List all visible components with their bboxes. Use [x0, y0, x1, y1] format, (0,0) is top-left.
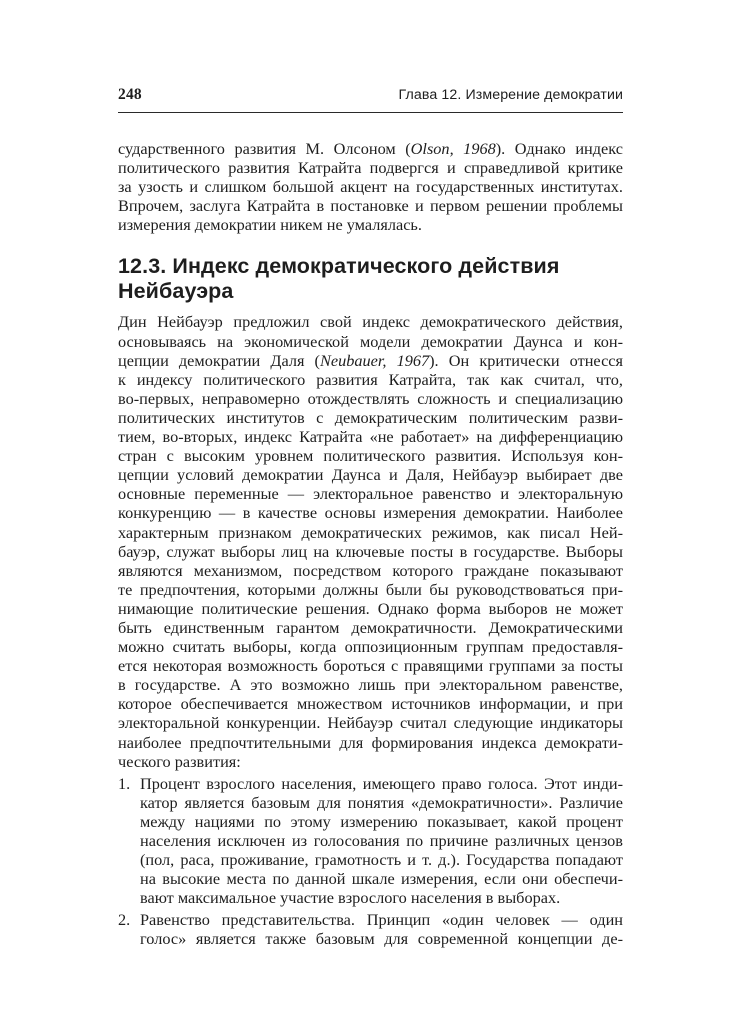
citation: Olson, 1968 — [410, 139, 496, 158]
text-line: катор является базовым для понятия «демократичности». Различие — [140, 792, 623, 812]
text-line: являются механизмом, посредством которого граждане показывают — [118, 560, 623, 580]
text-line: в государстве. А это возможно лишь при электоральном равенстве, — [118, 675, 623, 695]
text-line: за узость и слишком большой акцент на государственных институтах. — [118, 177, 623, 197]
text-line: те предпочтения, которыми должны были бы руководствоваться при- — [118, 579, 623, 599]
text-line: Впрочем, заслуга Катрайта в постановке и первом решении проблемы — [118, 196, 623, 216]
text-line: ется некоторая возможность бороться с правящими группами за посты — [118, 656, 623, 676]
text-line: можно считать выборы, когда оппозиционным группам предоставля- — [118, 637, 623, 657]
text-line: нимающие политические решения. Однако форма выборов не может — [118, 598, 623, 618]
text-line: во-первых, неправомерно отождествлять сложность и специализацию — [118, 388, 623, 408]
page-number: 248 — [118, 86, 142, 103]
text-line: основываясь на экономической модели демократии Даунса и кон- — [118, 331, 623, 351]
text-line: конкуренцию — в качестве основы измерения демократии. Наиболее — [118, 503, 623, 523]
text-line: тием, во-вторых, индекс Катрайта «не работает» на дифференциацию — [118, 427, 623, 447]
text-line: политического развития Катрайта подвергся и справедливой критике — [118, 158, 623, 178]
book-page — [118, 86, 623, 949]
text-line: (пол, раса, проживание, грамотность и т. д.). Государства попадают — [140, 850, 623, 870]
text-line: цепции условий демократии Даунса и Даля, Нейбауэр выбирает две — [118, 465, 623, 485]
section-heading-line: 12.3. Индекс демократического действия — [118, 254, 560, 279]
text-line: стран с высоким уровнем политического развития. Используя кон- — [118, 446, 623, 466]
text-line: голос» является также базовым для современной концепции де- — [140, 929, 623, 949]
text-line: наиболее предпочтительными для формирования индекса демократи- — [118, 732, 623, 752]
text-line: между нациями по этому измерению показывает, какой процент — [140, 811, 623, 831]
section-heading-line: Нейбауэра — [118, 278, 234, 303]
chapter-title: Глава 12. Измерение демократии — [398, 87, 623, 103]
text-line: электоральной конкуренции. Нейбауэр считал следующие индикаторы — [118, 713, 623, 733]
list-marker: 1. — [118, 773, 131, 793]
list-item — [118, 910, 623, 948]
text-line: ческого развития: — [118, 751, 241, 771]
text-line: основные переменные — электоральное равенство и электоральную — [118, 484, 623, 504]
section-heading — [118, 254, 623, 303]
text-line: измерения демократии никем не умалялась. — [118, 215, 422, 235]
citation: Neubauer, 1967 — [319, 350, 430, 370]
text-line: сударственного развития М. Олсоном (Olson, 1968). Однако индекс — [118, 139, 623, 158]
text-line: населения исключен из голосования по причине различных цензов — [140, 831, 623, 850]
text-line: к индексу политического развития Катрайта, так как считал, что, — [118, 369, 623, 389]
text-line: характерным признаком демократических режимов, как писал Ней- — [118, 522, 623, 542]
running-head — [118, 86, 623, 113]
text-line: бауэр, служат выборы лиц на ключевые посты в государстве. Выборы — [118, 541, 623, 561]
text-line: Равенство представительства. Принцип «один человек — один — [140, 910, 623, 930]
text-line: которое обеспечивается множеством источников информации, и при — [118, 694, 623, 714]
main-paragraph — [118, 312, 623, 770]
text-line: политических институтов с демократическим политическим разви- — [118, 407, 623, 427]
list-item — [118, 774, 623, 908]
text-line: цепции демократии Даля (Neubauer, 1967). Он критически отнесся — [118, 350, 624, 370]
list-marker: 2. — [118, 910, 131, 930]
intro-paragraph — [118, 139, 623, 234]
body-text — [118, 139, 623, 949]
text-line: Процент взрослого населения, имеющего право голоса. Этот инди- — [140, 773, 623, 793]
text-line: Дин Нейбауэр предложил свой индекс демократического действия, — [118, 312, 623, 332]
text-line: вают максимальное участие взрослого населения в выборах. — [140, 888, 561, 908]
text-line: быть единственным гарантом демократичности. Демократическими — [118, 617, 623, 637]
text-line: на высокие места по данной шкале измерения, если они обеспечи- — [140, 869, 623, 889]
